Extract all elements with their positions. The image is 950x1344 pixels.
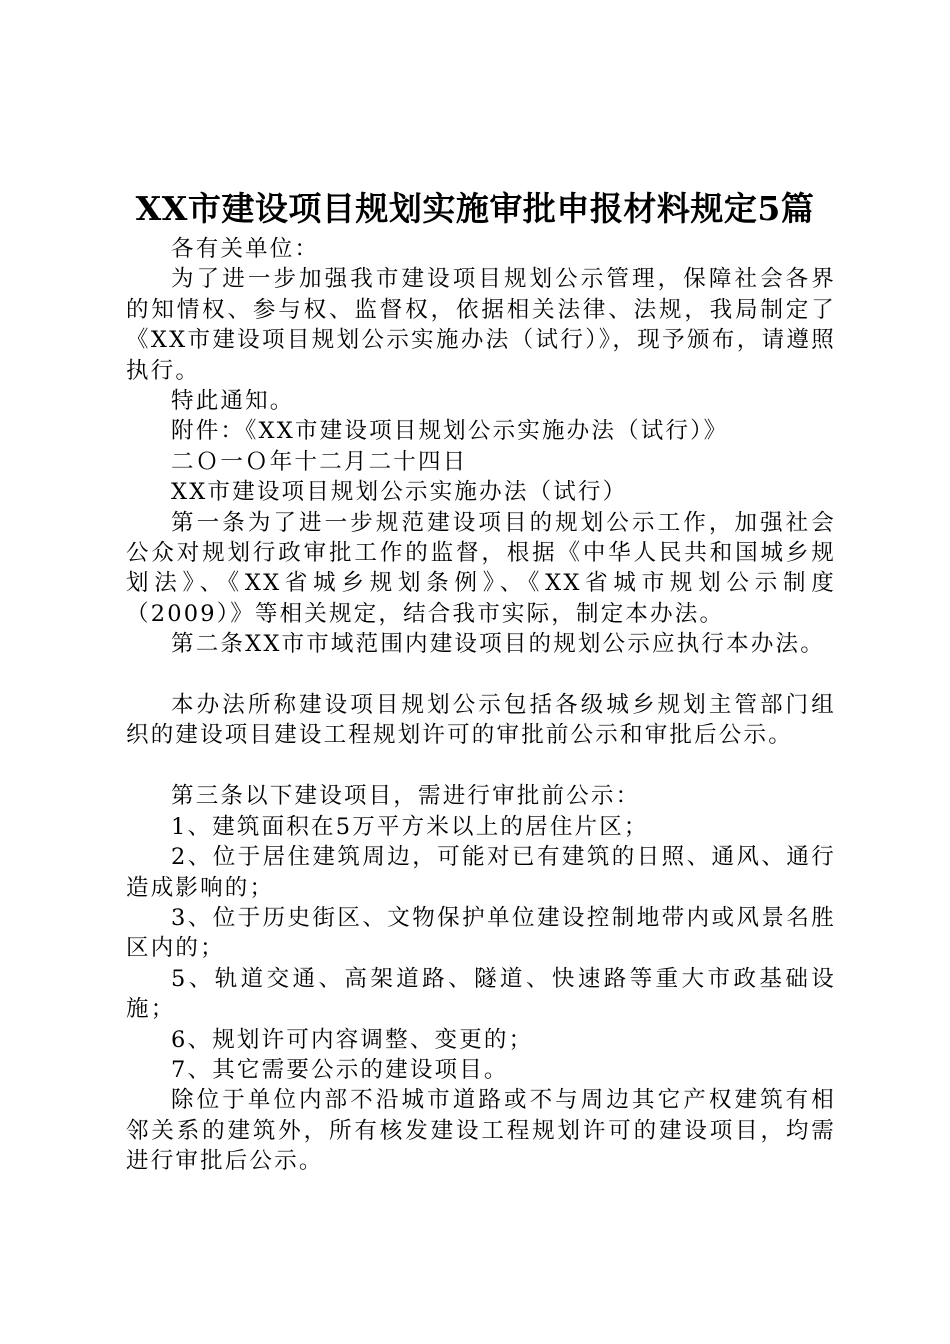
article-2: 第二条XX市市域范围内建设项目的规划公示应执行本办法。 bbox=[171, 631, 825, 658]
article-2-scope: 本办法所称建设项目规划公示包括各级城乡规划主管部门组织的建设项目建设工程规划许可的审批前公示和审批后公示。 bbox=[126, 692, 836, 749]
notice-date: 二Ｏ一Ｏ年十二月二十四日 bbox=[171, 448, 468, 475]
measures-title: XX市建设项目规划公示实施办法（试行） bbox=[171, 479, 628, 506]
document-body bbox=[126, 234, 836, 1177]
attachment-line: 附件：《XX市建设项目规划公示实施办法（试行）》 bbox=[171, 418, 729, 445]
notice-closing: 特此通知。 bbox=[171, 388, 295, 415]
document-title: XX市建设项目规划实施审批申报材料规定5篇 bbox=[135, 189, 815, 228]
salutation: 各有关单位： bbox=[171, 236, 320, 262]
notice-paragraph: 为了进一步加强我市建设项目规划公示管理，保障社会各界的知情权、参与权、监督权，依据相关法律、法规，我局制定了《XX市建设项目规划公示实施办法（试行）》，现予颁布，请遵照执行。 bbox=[126, 266, 836, 384]
article-1: 第一条为了进一步规范建设项目的规划公示工作，加强社会公众对规划行政审批工作的监督，根据《中华人民共和国城乡规划法》、《XX省城乡规划条例》、《XX省城市规划公示制度（2009）》等相关规定，结合我市实际，制定本办法。 bbox=[126, 509, 836, 627]
list-item: 2、位于居住建筑周边，可能对已有建筑的日照、通风、通行造成影响的； bbox=[126, 844, 836, 901]
article-3: 第三条以下建设项目，需进行审批前公示： bbox=[171, 783, 641, 810]
list-item: 7、其它需要公示的建设项目。 bbox=[171, 1056, 509, 1083]
list-item: 6、规划许可内容调整、变更的； bbox=[171, 1026, 534, 1053]
list-item: 5、轨道交通、高架道路、隧道、快速路等重大市政基础设施； bbox=[126, 965, 836, 1023]
post-approval-paragraph: 除位于单位内部不沿城市道路或不与周边其它产权建筑有相邻关系的建筑外，所有核发建设工程规划许可的建设项目，均需进行审批后公示。 bbox=[126, 1087, 836, 1175]
list-item: 3、位于历史街区、文物保护单位建设控制地带内或风景名胜区内的； bbox=[126, 904, 836, 962]
list-item: 1、建筑面积在5万平方米以上的居住片区； bbox=[171, 813, 649, 840]
